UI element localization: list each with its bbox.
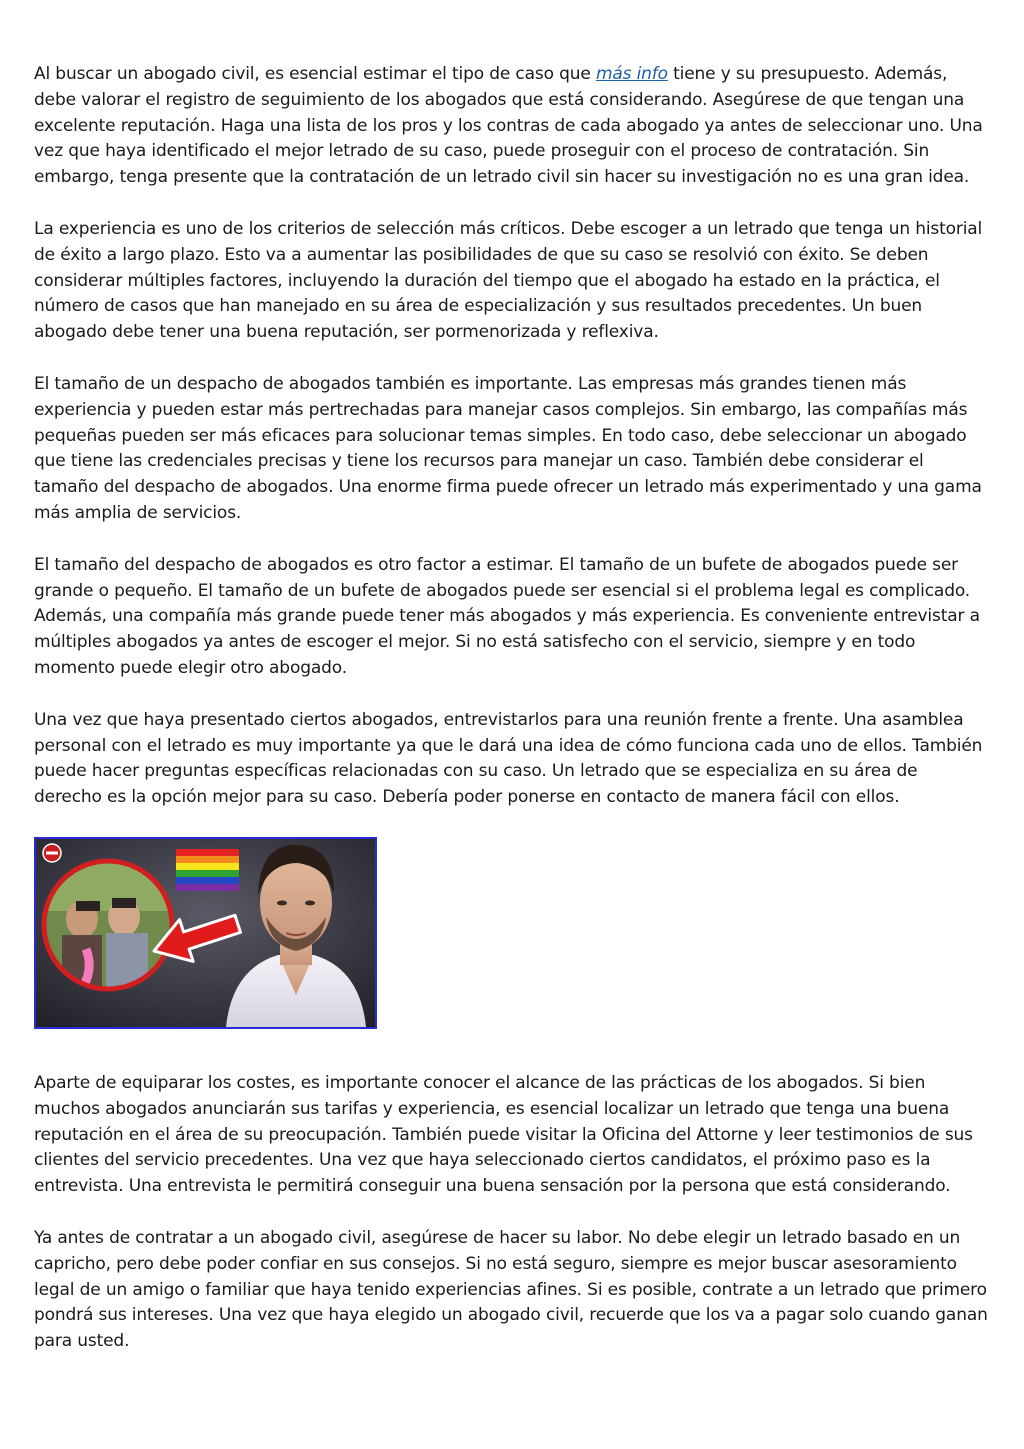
paragraph-1-text-before: Al buscar un abogado civil, es esencial estimar el tipo de caso que	[34, 64, 596, 84]
paragraph-1	[34, 62, 989, 191]
paragraph-1-text-after: tiene y su presupuesto. Además, debe valorar el registro de seguimiento de los abogados que está considerando. Asegúrese de que tengan una excelente reputación. Haga una lista de los pros y los contras de cada abogado ya antes de seleccionar uno. Una vez que haya identificado el mejor letrado de su caso, puede proseguir con el proceso de contratación. Sin embargo, tenga presente que la contratación de un letrado civil sin hacer su investigación no es una gran idea.	[34, 64, 983, 188]
paragraph-4: El tamaño del despacho de abogados es otro factor a estimar. El tamaño de un bufete de abogados puede ser grande o pequeño. El tamaño de un bufete de abogados puede ser esencial si el problema legal es complicado. Además, una compañía más grande puede tener más abogados y más experiencia. Es conveniente entrevistar a múltiples abogados ya antes de escoger el mejor. Si no está satisfecho con el servicio, siempre y en todo momento puede elegir otro abogado.	[34, 554, 980, 678]
mas-info-link[interactable]: más info	[595, 64, 668, 84]
paragraph-7: Ya antes de contratar a un abogado civil, asegúrese de hacer su labor. No debe elegir un letrado basado en un capricho, pero debe poder confiar en sus consejos. Si no está seguro, siempre es mejor buscar asesoramiento legal de un amigo o familiar que haya tenido experiencias afines. Si es posible, contrate a un letrado que primero pondrá sus intereses. Una vez que haya elegido un abogado civil, recuerde que los va a pagar solo cuando ganan para usted.	[34, 1227, 988, 1352]
paragraph-2: La experiencia es uno de los criterios de selección más críticos. Debe escoger a un letrado que tenga un historial de éxito a largo plazo. Esto va a aumentar las posibilidades de que su caso se resolvió con éxito. Se deben considerar múltiples factores, incluyendo la duración del tiempo que el abogado ha estado en la práctica, el número de casos que han manejado en su área de especialización y sus resultados precedentes. Un buen abogado debe tener una buena reputación, ser pormenorizada y reflexiva.	[34, 218, 983, 343]
paragraph-5: Una vez que haya presentado ciertos abogados, entrevistarlos para una reunión frente a frente. Una asamblea personal con el letrado es muy importante ya que le dará una idea de cómo funciona cada uno de ellos. También puede hacer preguntas específicas relacionadas con su caso. Un letrado que se especializa en su área de derecho es la opción mejor para su caso. Debería poder ponerse en contacto de manera fácil con ellos.	[34, 709, 983, 808]
document-body	[34, 62, 989, 1381]
paragraph-6: Aparte de equiparar los costes, es importante conocer el alcance de las prácticas de los abogados. Si bien muchos abogados anunciarán sus tarifas y experiencia, es esencial localizar un letrado que tenga una buena reputación en el área de su preocupación. También puede visitar la Oficina del Attorne y leer testimonios de sus clientes del servicio precedentes. Una vez que haya seleccionado ciertos candidatos, el próximo paso es la entrevista. Una entrevista le permitirá conseguir una buena sensación por la persona que está considerando.	[34, 1072, 973, 1197]
photo-thumbnail-icon	[36, 839, 375, 1027]
paragraph-3: El tamaño de un despacho de abogados también es importante. Las empresas más grandes tienen más experiencia y pueden estar más pertrechadas para manejar casos complejos. Sin embargo, las compañías más pequeñas pueden ser más eficaces para solucionar temas simples. En todo caso, debe seleccionar un abogado que tiene las credenciales precisas y tiene los recursos para manejar un caso. También debe considerar el tamaño del despacho de abogados. Una enorme firma puede ofrecer un letrado más experimentado y una gama más amplia de servicios.	[34, 373, 982, 523]
article-image[interactable]	[34, 837, 377, 1029]
